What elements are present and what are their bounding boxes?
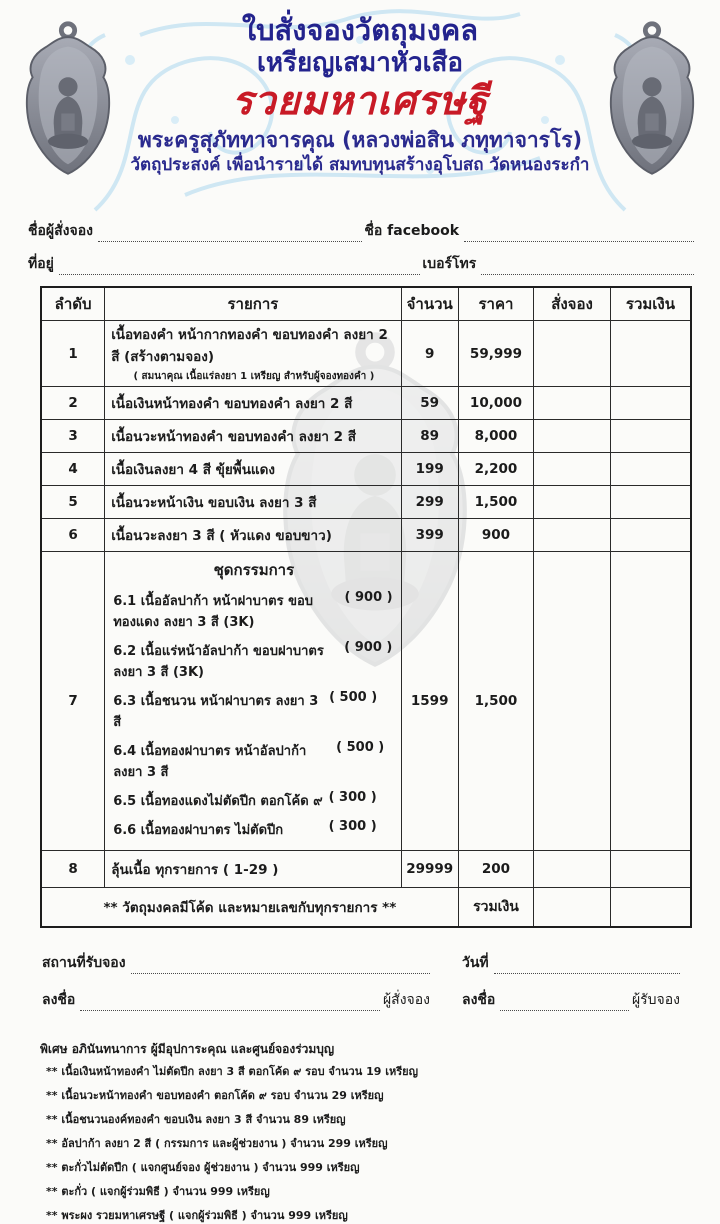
item-description: เนื้อเงินหน้าทองคำ ขอบทองคำ ลงยา 2 สี <box>105 387 401 420</box>
receiver-role-label: ผู้รับจอง <box>631 992 680 1008</box>
complimentary-item: ** ตะกั่ว ( แจกผู้ร่วมพิธี ) จำนวน 999 เหรียญ <box>46 1185 270 1199</box>
order-cell <box>534 321 611 387</box>
total-cell <box>610 321 691 387</box>
col-header-total: รวมเงิน <box>610 287 691 321</box>
booking-place-field <box>131 958 430 974</box>
table-row <box>41 387 691 420</box>
phone-label: เบอร์โทร <box>422 256 477 272</box>
orderer-name-field <box>98 226 362 242</box>
row-index: 3 <box>41 420 105 453</box>
order-cell <box>534 486 611 519</box>
item-qty: 29999 <box>401 851 458 888</box>
committee-item-amount: ( 500 ) <box>336 740 385 755</box>
total-cell <box>610 851 691 888</box>
item-price: 10,000 <box>458 387 533 420</box>
col-header-qty: จำนวน <box>401 287 458 321</box>
committee-set-title: ชุดกรรมการ <box>213 561 295 579</box>
facebook-name-field <box>464 226 694 242</box>
item-qty: 59 <box>401 387 458 420</box>
order-cell <box>534 453 611 486</box>
row-index: 1 <box>41 321 105 387</box>
total-cell <box>610 519 691 552</box>
receiver-signature-field <box>500 995 629 1011</box>
edition-name-title: รวยมหาเศรษฐี <box>231 78 489 125</box>
table-row <box>41 486 691 519</box>
signature-right-column <box>460 952 680 1026</box>
order-cell <box>534 420 611 453</box>
date-line <box>460 952 680 974</box>
signature-left-column <box>40 952 430 1026</box>
table-row <box>41 453 691 486</box>
booking-place-label: สถานที่รับจอง <box>42 955 126 971</box>
item-qty: 199 <box>401 453 458 486</box>
committee-item <box>111 819 396 840</box>
complimentary-item: ** เนื้อนวะหน้าทองคำ ขอบทองคำ ตอกโค้ด ๙ รอบ จำนวน 29 เหรียญ <box>46 1089 384 1103</box>
order-cell <box>534 519 611 552</box>
committee-item-text: 6.3 เนื้อชนวน หน้าฝาบาตร ลงยา 3 สี <box>113 694 319 730</box>
table-row <box>41 851 691 888</box>
orderer-name-label: ชื่อผู้สั่งจอง <box>28 223 93 239</box>
order-items-table <box>40 286 692 928</box>
col-header-price: ราคา <box>458 287 533 321</box>
row-index: 6 <box>41 519 105 552</box>
total-cell <box>610 453 691 486</box>
table-row <box>41 420 691 453</box>
committee-item <box>111 640 396 682</box>
code-note: ** วัตถุมงคลมีโค้ด และหมายเลขกับทุกรายการ ** <box>41 888 458 928</box>
item-qty: 1599 <box>401 552 458 851</box>
item-qty: 299 <box>401 486 458 519</box>
sign-label: ลงชื่อ <box>462 992 496 1008</box>
order-cell <box>534 888 611 928</box>
address-phone-line <box>26 253 694 275</box>
sign-label: ลงชื่อ <box>42 992 76 1008</box>
address-label: ที่อยู่ <box>28 256 54 272</box>
col-header-index: ลำดับ <box>41 287 105 321</box>
orderer-signature-field <box>80 995 380 1011</box>
table-footer-row <box>41 888 691 928</box>
total-cell <box>610 486 691 519</box>
grand-total-label: รวมเงิน <box>458 888 533 928</box>
total-cell <box>610 552 691 851</box>
committee-set-cell <box>105 552 401 851</box>
date-field <box>494 958 680 974</box>
coin-name-title: เหรียญเสมาหัวเสือ <box>257 48 463 79</box>
complimentary-item: ** เนื้อชนวนองค์ทองคำ ขอบเงิน ลงยา 3 สี จำนวน 89 เหรียญ <box>46 1113 346 1127</box>
committee-item <box>111 590 396 632</box>
complimentary-item: ** เนื้อเงินหน้าทองคำ ไม่ตัดปีก ลงยา 3 สี ตอกโค้ด ๙ รอบ จำนวน 19 เหรียญ <box>46 1065 418 1078</box>
item-description-note: ( สมนาคุณ เนื้อแร่ลงยา 1 เหรียญ สำหรับผู้จองทองคำ ) <box>133 371 375 382</box>
facebook-name-label: ชื่อ facebook <box>364 223 460 239</box>
committee-item-text: 6.2 เนื้อแร่หน้าอัลปาก้า ขอบฝาบาตร ลงยา 3 สี (3K) <box>113 644 324 680</box>
row-index: 2 <box>41 387 105 420</box>
document-header <box>0 0 720 212</box>
item-qty: 399 <box>401 519 458 552</box>
committee-item-text: 6.1 เนื้ออัลปาก้า หน้าฝาบาตร ขอบทองแดง ลงยา 3 สี (3K) <box>113 594 314 630</box>
committee-item-text: 6.6 เนื้อทองฝาบาตร ไม่ตัดปีก <box>113 823 284 838</box>
order-cell <box>534 387 611 420</box>
committee-item-amount: ( 300 ) <box>328 819 377 834</box>
item-description: เนื้อนวะหน้าเงิน ขอบเงิน ลงยา 3 สี <box>105 486 401 519</box>
signature-section <box>40 952 680 1026</box>
item-price: 59,999 <box>458 321 533 387</box>
col-header-order: สั่งจอง <box>534 287 611 321</box>
item-description: เนื้อเงินลงยา 4 สี ขุ้ยพื้นแดง <box>105 453 401 486</box>
row-index: 4 <box>41 453 105 486</box>
address-field <box>59 259 421 275</box>
item-price: 200 <box>458 851 533 888</box>
committee-item-amount: ( 900 ) <box>344 640 393 655</box>
item-price: 2,200 <box>458 453 533 486</box>
item-description <box>105 321 401 387</box>
item-price: 1,500 <box>458 486 533 519</box>
monk-name-subtitle: พระครูสุภัททาจารคุณ (หลวงพ่อสิน ภทุทาจารโร) <box>137 128 583 153</box>
item-price: 1,500 <box>458 552 533 851</box>
table-header-row <box>41 287 691 321</box>
order-cell <box>534 552 611 851</box>
item-description: เนื้อนวะหน้าทองคำ ขอบทองคำ ลงยา 2 สี <box>105 420 401 453</box>
item-qty: 89 <box>401 420 458 453</box>
page-title: ใบสั่งจองวัตถุมงคล <box>241 13 479 47</box>
total-cell <box>610 888 691 928</box>
committee-item <box>111 740 396 782</box>
order-cell <box>534 851 611 888</box>
date-label: วันที่ <box>462 955 489 971</box>
complimentary-item: ** อัลปาก้า ลงยา 2 สี ( กรรมการ และผู้ช่วยงาน ) จำนวน 299 เหรียญ <box>46 1137 388 1151</box>
orderer-role-label: ผู้สั่งจอง <box>382 992 430 1008</box>
committee-item-text: 6.4 เนื้อทองฝาบาตร หน้าอัลปาก้า ลงยา 3 สี <box>113 744 307 780</box>
item-description: เนื้อนวะลงยา 3 สี ( หัวแดง ขอบขาว) <box>105 519 401 552</box>
complimentary-item: ** ตะกั่วไม่ตัดปีก ( แจกศูนย์จอง ผู้ช่วยงาน ) จำนวน 999 เหรียญ <box>46 1161 360 1175</box>
complimentary-item: ** พระผง รวยมหาเศรษฐี ( แจกผู้ร่วมพิธี ) จำนวน 999 เหรียญ <box>46 1209 348 1223</box>
item-price: 900 <box>458 519 533 552</box>
phone-field <box>481 259 694 275</box>
row-index: 8 <box>41 851 105 888</box>
table-row <box>41 519 691 552</box>
row-index: 5 <box>41 486 105 519</box>
row-index: 7 <box>41 552 105 851</box>
name-facebook-line <box>26 220 694 242</box>
col-header-item: รายการ <box>105 287 401 321</box>
special-note: พิเศษ อภินันทนาการ ผู้มีอุปการะคุณ และศูนย์จองร่วมบุญ <box>40 1042 335 1056</box>
committee-item-text: 6.5 เนื้อทองแดงไม่ตัดปีก ตอกโค้ด ๙ <box>113 794 323 809</box>
booking-place-line <box>40 952 430 974</box>
item-description-main: เนื้อทองคำ หน้ากากทองคำ ขอบทองคำ ลงยา 2 สี (สร้างตามจอง) <box>111 327 388 365</box>
purpose-subtitle: วัตถุประสงค์ เพื่อนำรายได้ สมทบทุนสร้างอุโบสถ วัดหนองระกำ <box>130 155 590 176</box>
orderer-signature-line <box>40 989 430 1011</box>
complimentary-list <box>46 1063 680 1224</box>
committee-item <box>111 790 396 811</box>
committee-set-row <box>41 552 691 851</box>
committee-item <box>111 690 396 732</box>
item-description: ลุ้นเนื้อ ทุกรายการ ( 1-29 ) <box>105 851 401 888</box>
committee-item-amount: ( 900 ) <box>344 590 393 605</box>
table-row <box>41 321 691 387</box>
committee-item-amount: ( 500 ) <box>329 690 378 705</box>
committee-item-amount: ( 300 ) <box>328 790 377 805</box>
item-qty: 9 <box>401 321 458 387</box>
total-cell <box>610 420 691 453</box>
orderer-info-section <box>26 220 694 275</box>
total-cell <box>610 387 691 420</box>
item-price: 8,000 <box>458 420 533 453</box>
receiver-signature-line <box>460 989 680 1011</box>
